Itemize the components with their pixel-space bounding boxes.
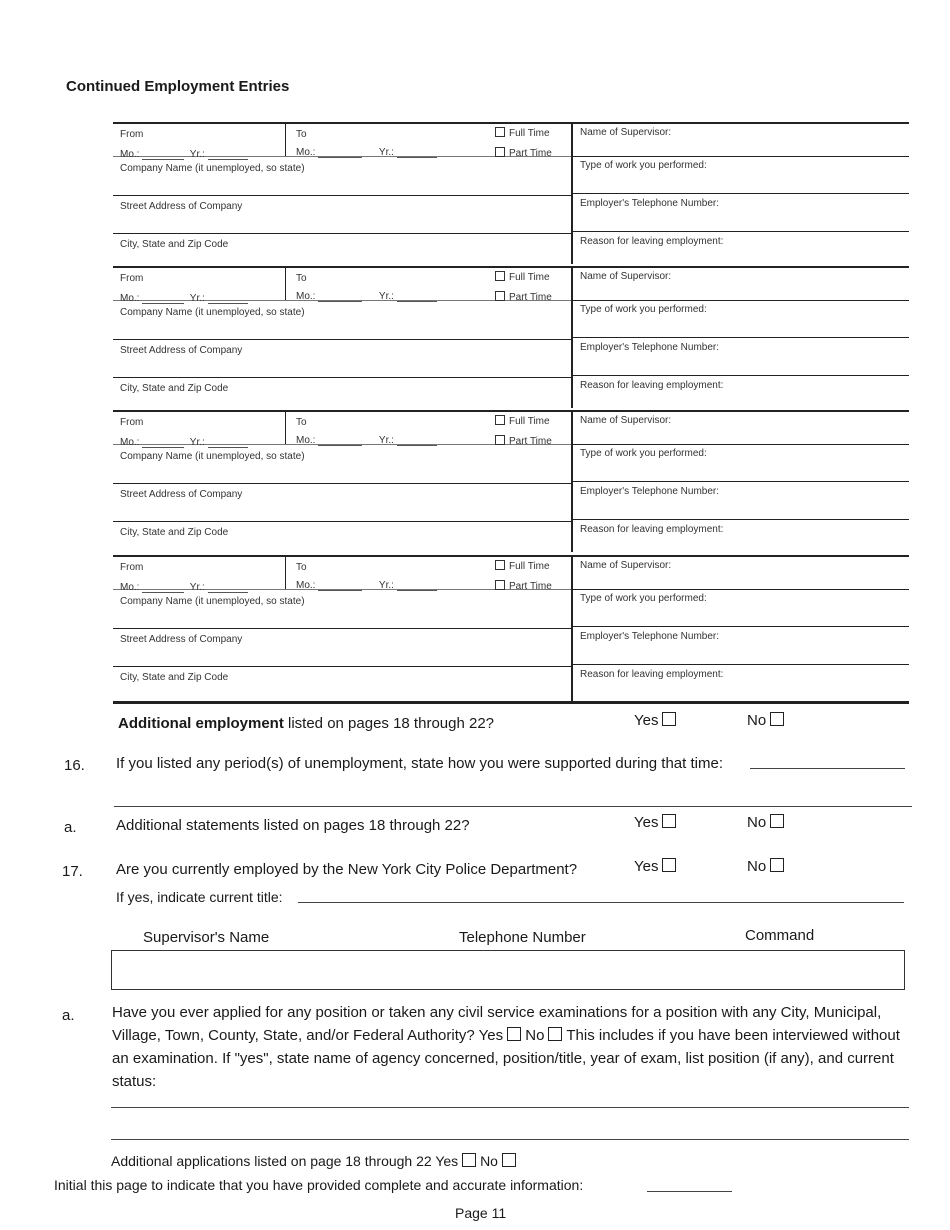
row-rule <box>571 231 909 232</box>
to-label: To <box>296 417 307 428</box>
to-date[interactable]: Mo.: Yr.: <box>296 147 437 158</box>
row-rule <box>113 483 571 484</box>
q17a-no-checkbox[interactable] <box>548 1027 562 1041</box>
part-time-option[interactable]: Part Time <box>495 435 552 447</box>
company-name-label: Company Name (it unemployed, so state) <box>120 451 305 462</box>
row-rule <box>571 337 909 338</box>
from-date[interactable]: Mo.: Yr.: <box>120 293 248 304</box>
block-top-rule <box>113 122 909 124</box>
block-top-rule <box>113 266 909 268</box>
q16-number: 16. <box>64 757 85 774</box>
additional-employment-yes[interactable] <box>634 712 676 729</box>
supervisor-label: Name of Supervisor: <box>580 127 672 138</box>
to-label: To <box>296 562 307 573</box>
part-time-checkbox <box>495 291 505 301</box>
q17a-number: a. <box>62 1007 75 1024</box>
from-label: From <box>120 129 144 140</box>
row-rule <box>571 375 909 376</box>
telephone-label: Employer's Telephone Number: <box>580 198 720 209</box>
block-top-rule <box>113 555 909 557</box>
no-label: No <box>747 814 767 831</box>
telephone-number-header: Telephone Number <box>459 929 586 946</box>
part-time-checkbox <box>495 580 505 590</box>
type-of-work-label: Type of work you performed: <box>580 448 707 459</box>
company-name-label: Company Name (it unemployed, so state) <box>120 307 305 318</box>
part-time-option[interactable]: Part Time <box>495 580 552 592</box>
supervisor-label: Name of Supervisor: <box>580 560 672 571</box>
additional-employment-rest: listed on pages 18 through 22? <box>283 715 495 732</box>
from-to-divider <box>285 268 286 300</box>
from-to-divider <box>285 124 286 156</box>
employment-block <box>113 266 909 406</box>
row-rule <box>113 195 571 196</box>
row-rule <box>571 156 909 157</box>
full-time-checkbox <box>495 415 505 425</box>
employment-block <box>113 555 909 695</box>
page-heading: Continued Employment Entries <box>66 78 290 95</box>
no-checkbox[interactable] <box>770 712 784 726</box>
to-date[interactable]: Mo.: Yr.: <box>296 435 437 446</box>
company-name-label: Company Name (it unemployed, so state) <box>120 596 305 607</box>
q17a-answer-line-2[interactable] <box>111 1139 909 1140</box>
employment-block <box>113 410 909 550</box>
q17-no[interactable] <box>747 858 784 875</box>
reason-label: Reason for leaving employment: <box>580 236 724 247</box>
company-name-label: Company Name (it unemployed, so state) <box>120 163 305 174</box>
no-checkbox[interactable] <box>502 1153 516 1167</box>
street-address-label: Street Address of Company <box>120 634 243 645</box>
q17a-yes-checkbox[interactable] <box>507 1027 521 1041</box>
employment-block <box>113 122 909 262</box>
yes-checkbox[interactable] <box>462 1153 476 1167</box>
to-label: To <box>296 129 307 140</box>
row-rule <box>571 444 909 445</box>
part-time-checkbox <box>495 435 505 445</box>
part-time-checkbox <box>495 147 505 157</box>
telephone-label: Employer's Telephone Number: <box>580 631 720 642</box>
employment-section-bottom-rule <box>113 701 909 704</box>
full-time-checkbox <box>495 560 505 570</box>
full-time-checkbox <box>495 271 505 281</box>
q17a-answer-line-1[interactable] <box>111 1107 909 1108</box>
no-checkbox[interactable] <box>770 858 784 872</box>
q17a-paragraph <box>112 1001 902 1093</box>
row-rule <box>571 626 909 627</box>
initial-line[interactable] <box>647 1191 732 1192</box>
current-title-line[interactable] <box>298 902 904 903</box>
supervisor-label: Name of Supervisor: <box>580 415 672 426</box>
street-address-label: Street Address of Company <box>120 345 243 356</box>
q16-text: If you listed any period(s) of unemployment, state how you were supported during that time: <box>116 755 723 772</box>
row-rule <box>571 589 909 590</box>
yes-checkbox[interactable] <box>662 814 676 828</box>
no-label: No <box>747 858 767 875</box>
q17-title-prompt: If yes, indicate current title: <box>116 889 283 905</box>
row-rule <box>571 481 909 482</box>
block-top-rule <box>113 410 909 412</box>
from-date[interactable]: Mo.: Yr.: <box>120 437 248 448</box>
from-label: From <box>120 273 144 284</box>
q16-answer-line-2[interactable] <box>114 806 912 807</box>
telephone-label: Employer's Telephone Number: <box>580 342 720 353</box>
command-header: Command <box>745 927 815 944</box>
q16a-no[interactable] <box>747 814 784 831</box>
type-of-work-label: Type of work you performed: <box>580 160 707 171</box>
reason-label: Reason for leaving employment: <box>580 669 724 680</box>
no-label: No <box>480 1153 498 1169</box>
q16-answer-line[interactable] <box>750 768 905 769</box>
from-date[interactable]: Mo.: Yr.: <box>120 582 248 593</box>
type-of-work-label: Type of work you performed: <box>580 304 707 315</box>
city-state-zip-label: City, State and Zip Code <box>120 527 229 538</box>
q16a-yes[interactable] <box>634 814 676 831</box>
row-rule <box>113 339 571 340</box>
q17a-text-3: This includes if you have been interviewed without an examination. If "yes", state name of agency concerned, position/title, year of exam, list position (if any), and current status: <box>112 1027 900 1090</box>
full-time-option[interactable]: Full Time <box>495 415 550 427</box>
type-of-work-label: Type of work you performed: <box>580 593 707 604</box>
part-time-option[interactable]: Part Time <box>495 147 552 159</box>
reason-label: Reason for leaving employment: <box>580 380 724 391</box>
q16a-number: a. <box>64 819 77 836</box>
full-time-checkbox <box>495 127 505 137</box>
row-rule <box>113 377 571 378</box>
telephone-label: Employer's Telephone Number: <box>580 486 720 497</box>
additional-employment-question <box>118 715 494 732</box>
full-time-option[interactable]: Full Time <box>495 271 550 283</box>
to-label: To <box>296 273 307 284</box>
reason-label: Reason for leaving employment: <box>580 524 724 535</box>
q17-number: 17. <box>62 863 83 880</box>
q17a-text-1: Have you ever applied for any position or taken any civil service examinations for a position with any City, Municipal, Village, Town, County, State, and/or Federal Authority? Yes <box>112 1004 882 1044</box>
yes-label: Yes <box>435 1153 459 1169</box>
from-date[interactable]: Mo.: Yr.: <box>120 149 248 160</box>
additional-employment-bold: Additional employment <box>118 715 284 732</box>
supervisor-label: Name of Supervisor: <box>580 271 672 282</box>
yes-label: Yes <box>634 814 659 831</box>
full-time-option[interactable]: Full Time <box>495 127 550 139</box>
row-rule <box>113 521 571 522</box>
city-state-zip-label: City, State and Zip Code <box>120 383 229 394</box>
column-divider <box>571 555 573 701</box>
city-state-zip-label: City, State and Zip Code <box>120 239 229 250</box>
from-label: From <box>120 562 144 573</box>
page-number: Page 11 <box>455 1205 507 1221</box>
yes-checkbox[interactable] <box>662 712 676 726</box>
row-rule <box>571 193 909 194</box>
initial-prompt: Initial this page to indicate that you have provided complete and accurate information: <box>54 1177 584 1193</box>
street-address-label: Street Address of Company <box>120 489 243 500</box>
supervisor-name-header: Supervisor's Name <box>143 929 270 946</box>
row-rule <box>113 666 571 667</box>
q16a-text: Additional statements listed on pages 18 through 22? <box>116 817 470 834</box>
street-address-label: Street Address of Company <box>120 201 243 212</box>
q17-yes[interactable] <box>634 858 676 875</box>
yes-checkbox[interactable] <box>662 858 676 872</box>
row-rule <box>571 519 909 520</box>
to-date[interactable]: Mo.: Yr.: <box>296 291 437 302</box>
row-rule <box>113 233 571 234</box>
yes-label: Yes <box>634 858 659 875</box>
q17a-text-2: No <box>525 1027 545 1044</box>
from-label: From <box>120 417 144 428</box>
from-to-divider <box>285 412 286 444</box>
row-rule <box>571 664 909 665</box>
no-checkbox[interactable] <box>770 814 784 828</box>
full-time-option[interactable]: Full Time <box>495 560 550 572</box>
no-label: No <box>747 712 767 729</box>
to-date[interactable]: Mo.: Yr.: <box>296 580 437 591</box>
nypd-info-box[interactable] <box>111 950 905 990</box>
row-rule <box>113 628 571 629</box>
city-state-zip-label: City, State and Zip Code <box>120 672 229 683</box>
additional-employment-no[interactable] <box>747 712 784 729</box>
row-rule <box>571 300 909 301</box>
q17-text: Are you currently employed by the New York City Police Department? <box>116 861 578 878</box>
from-to-divider <box>285 557 286 589</box>
additional-applications-text: Additional applications listed on page 18 through 22 <box>111 1153 432 1169</box>
part-time-option[interactable]: Part Time <box>495 291 552 303</box>
additional-applications <box>111 1153 516 1169</box>
yes-label: Yes <box>634 712 659 729</box>
